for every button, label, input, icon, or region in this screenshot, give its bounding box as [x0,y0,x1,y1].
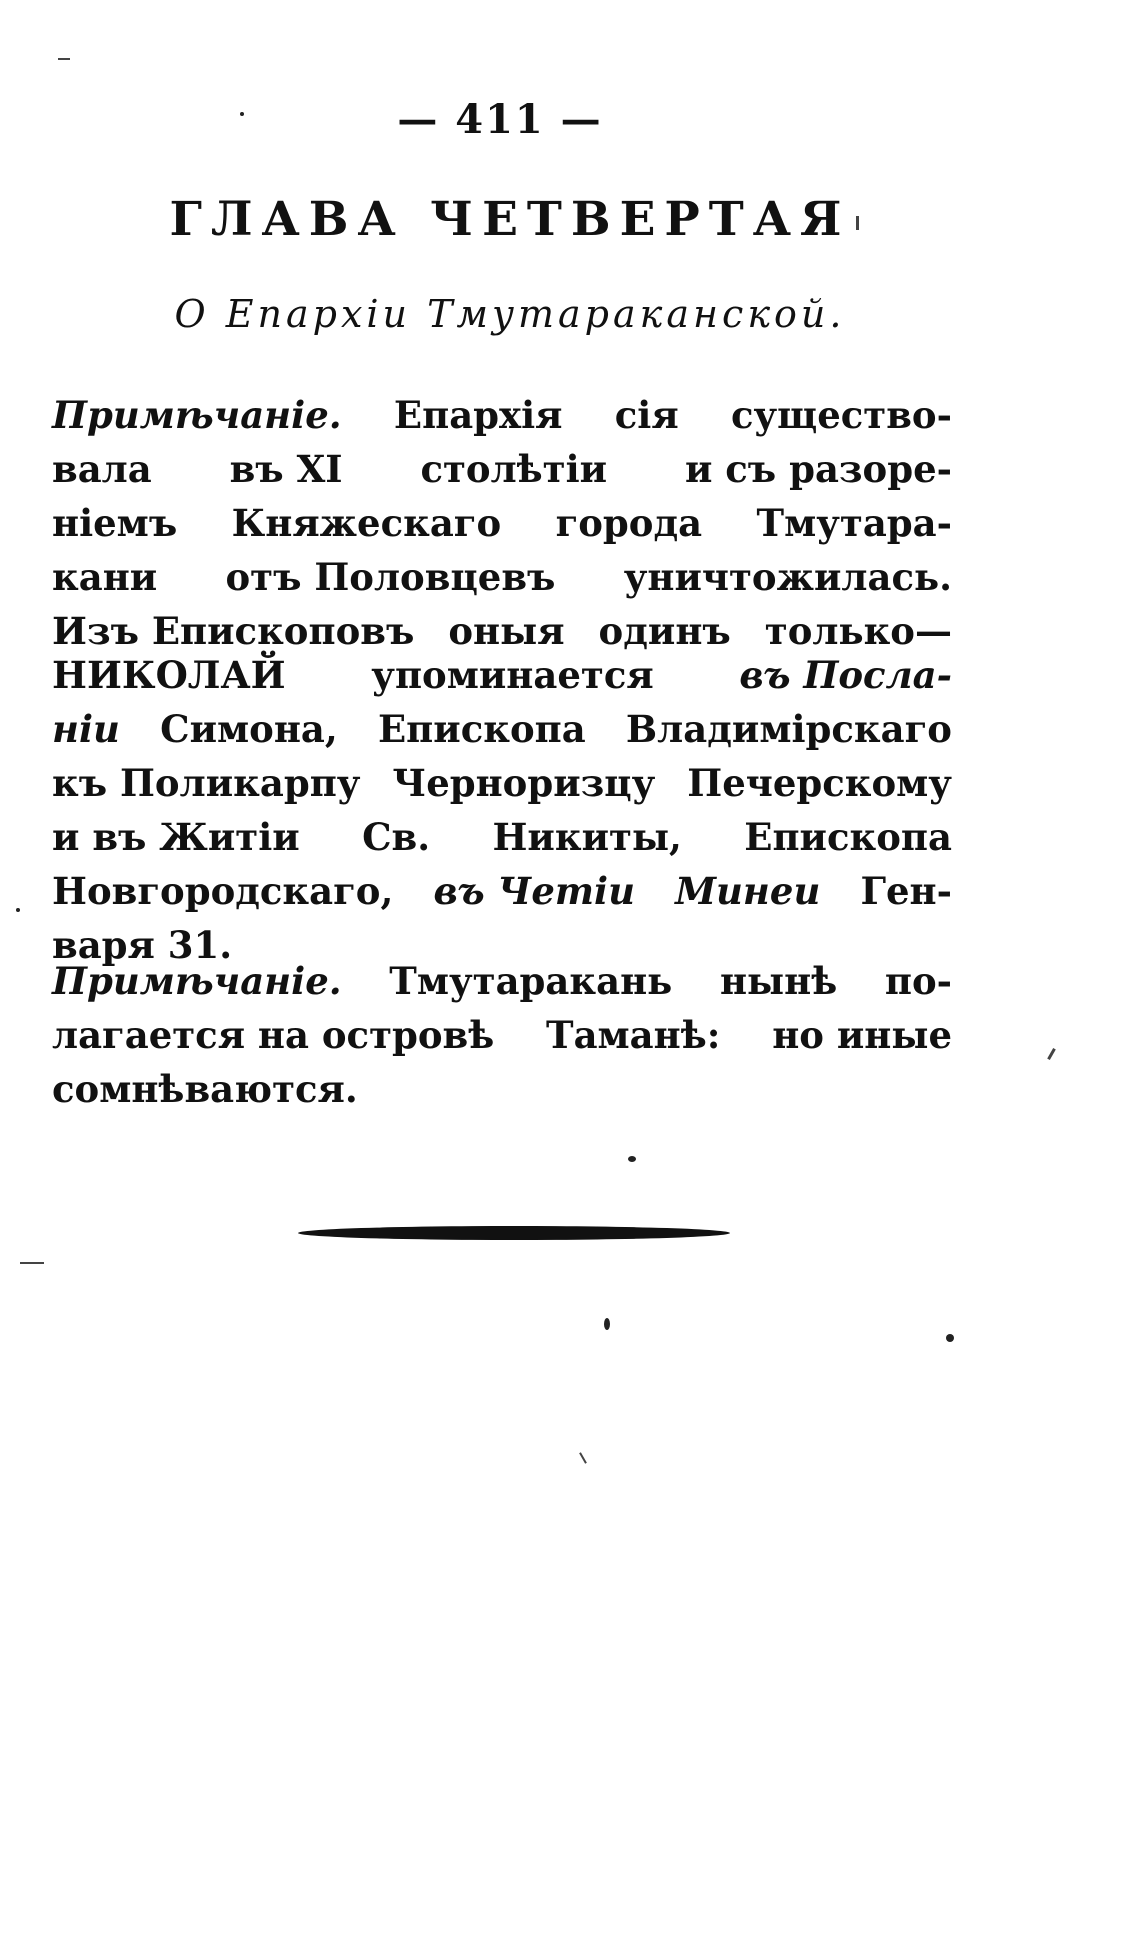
scan-mark [58,58,70,60]
word: Тмутаракань [389,959,673,1003]
text-line [52,702,952,756]
word: только— [764,609,952,653]
text-line [52,1062,952,1116]
word: Ген- [860,869,952,913]
word: упоминается [371,653,654,697]
text-line [52,756,952,810]
word: столѣтiи [420,447,608,491]
note-label: Примѣчанiе. [52,959,342,1003]
word: Епископа [377,707,586,751]
word: по- [884,959,952,1003]
word: вала [52,447,152,491]
word: Епархiя [393,393,563,437]
word: къ Поликарпу [52,761,361,805]
word: Черноризцу [392,761,656,805]
text-line [52,864,952,918]
word: одинъ [598,609,731,653]
scan-speck [240,112,244,116]
word: сомнѣваются. [52,1067,358,1111]
scan-speck [16,908,20,912]
word: оныя [448,609,565,653]
word: нынѣ [719,959,838,1003]
name-nikolai: НИКОЛАЙ [52,653,286,697]
text-line [52,810,952,864]
word: нiи [52,707,120,751]
chapter-subtitle: О Епархiи Тмутараканской. [174,292,846,336]
word: Симона, [160,707,338,751]
word: лагается на островѣ [52,1013,495,1057]
word: но иные [772,1013,952,1057]
page-number: — 411 — [397,96,603,143]
word: Тмутара- [756,501,952,545]
scan-speck [946,1334,954,1342]
scan-speck [604,1318,610,1330]
word: Новгородскаго, [52,869,394,913]
word: города [555,501,703,545]
word: въ XI [229,447,343,491]
word: Св. [362,815,431,859]
scan-mark [20,1262,44,1264]
text-line [52,648,952,702]
word: Епископа [744,815,952,859]
text-line [52,442,952,496]
word: Печерскому [687,761,952,805]
text-line [52,550,952,604]
note-paragraph-1 [52,388,952,658]
note-paragraph-2 [52,954,952,1116]
word: Минеи [675,869,821,913]
text-line [52,388,952,442]
text-line [52,496,952,550]
word: Владимiрскаго [625,707,952,751]
word: и съ разоре- [684,447,952,491]
word: сiя [614,393,679,437]
word: уничтожилась. [623,555,952,599]
word: варя 31. [52,923,233,967]
text-line [52,1008,952,1062]
word: въ Посла- [739,653,952,697]
word: Княжескаго [231,501,502,545]
word: и въ Житiи [52,815,300,859]
scan-mark [856,216,859,230]
scan-mark [579,1452,587,1463]
word: Никиты, [492,815,682,859]
scan-speck [628,1156,636,1162]
scan-mark [1047,1048,1056,1060]
word: отъ Половцевъ [225,555,556,599]
chapter-title: ГЛАВА ЧЕТВЕРТАЯ [169,192,851,247]
word: Изъ Епископовъ [52,609,415,653]
section-end-rule [298,1226,730,1240]
word: кани [52,555,158,599]
body-paragraph [52,648,952,972]
word: Таманѣ: [546,1013,721,1057]
note-label: Примѣчанiе. [52,393,342,437]
word: въ Четiи [433,869,635,913]
text-line [52,954,952,1008]
word: существо- [730,393,952,437]
word: нiемъ [52,501,178,545]
